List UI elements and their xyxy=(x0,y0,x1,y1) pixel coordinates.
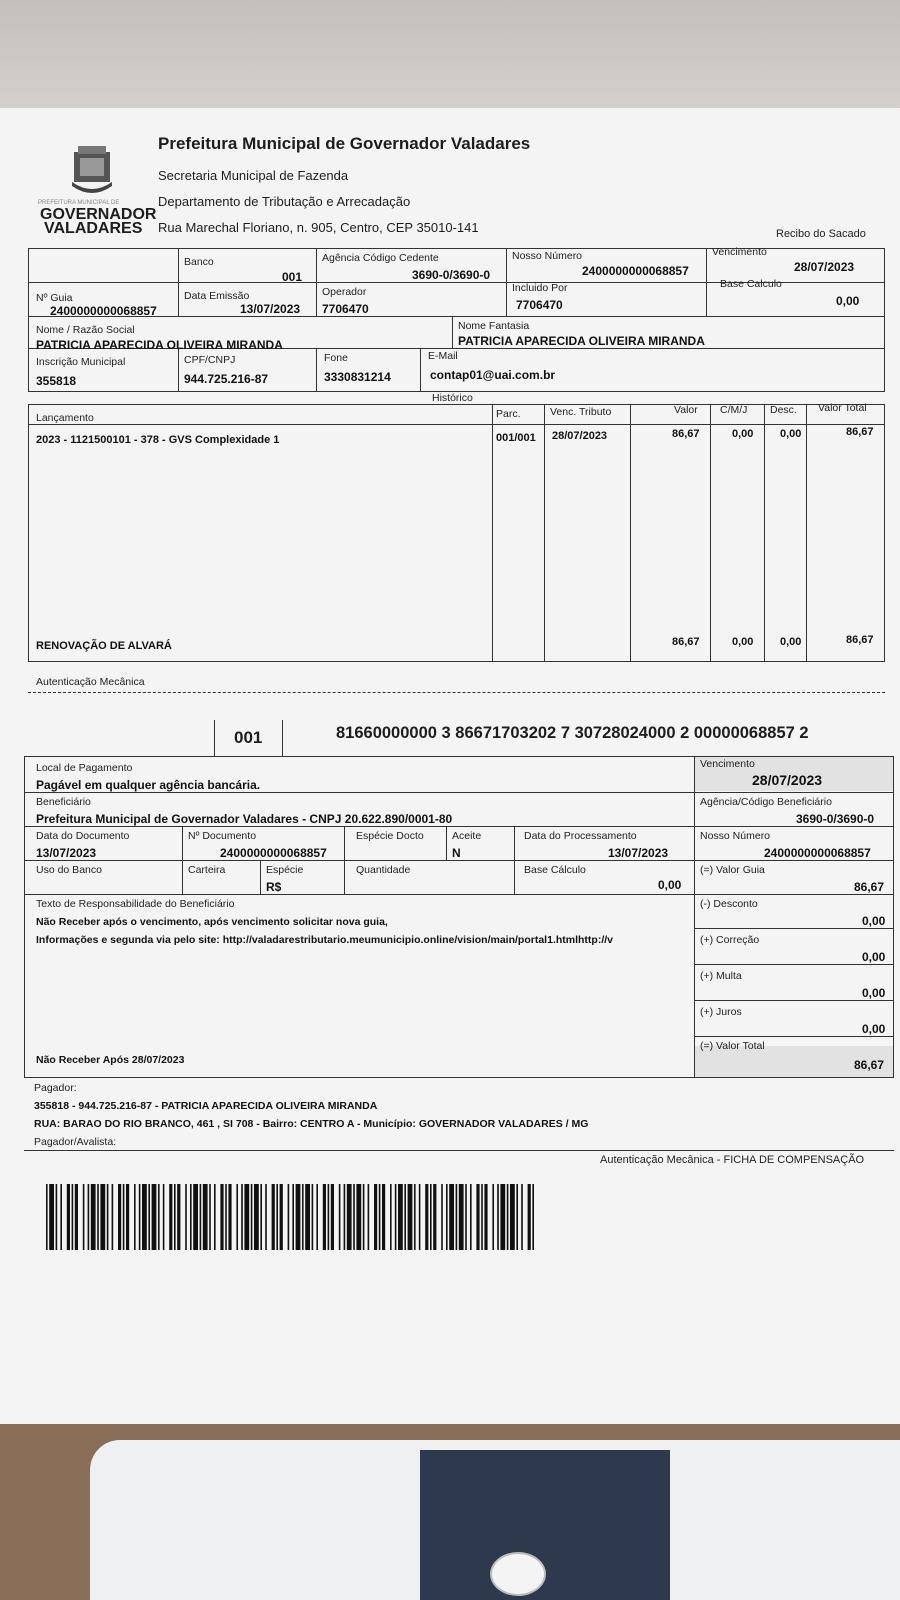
fone-label: Fone xyxy=(324,352,348,364)
local-value: Pagável em qualquer agência bancária. xyxy=(36,778,261,792)
num-doc-value: 2400000000068857 xyxy=(220,846,327,860)
background-top xyxy=(0,0,900,110)
base-value: 0,00 xyxy=(836,294,860,308)
guia-label: Nº Guia xyxy=(36,292,73,304)
col-cmj: C/M/J xyxy=(720,404,748,416)
valor-guia-value: 86,67 xyxy=(854,880,885,894)
slip-agencia-label: Agência/Código Beneficiário xyxy=(700,796,832,808)
nosso-value: 2400000000068857 xyxy=(582,264,689,278)
incluido-label: Incluido Por xyxy=(512,282,568,294)
multa-label: (+) Multa xyxy=(700,970,742,982)
inscricao-label: Inscrição Municipal xyxy=(36,356,126,368)
bank-code: 001 xyxy=(234,728,263,747)
col-desc: Desc. xyxy=(770,404,797,416)
texto-label: Texto de Responsabilidade do Beneficiário xyxy=(36,898,235,910)
email-label: E-Mail xyxy=(428,350,458,362)
pagador-line1: 355818 - 944.725.216-87 - PATRICIA APARECIDA OLIVEIRA MIRANDA xyxy=(34,1100,378,1112)
row-parc: 001/001 xyxy=(496,432,536,444)
pagador-line2: RUA: BARAO DO RIO BRANCO, 461 , SI 708 - Bairro: CENTRO A - Município: GOVERNADOR VALADARES / MG xyxy=(34,1118,589,1130)
total-label: (=) Valor Total xyxy=(700,1040,765,1052)
pagador-label: Pagador: xyxy=(34,1082,77,1094)
correcao-label: (+) Correção xyxy=(700,934,760,946)
col-valor: Valor xyxy=(674,404,698,416)
nosso-label: Nosso Número xyxy=(512,250,583,262)
incluido-value: 7706470 xyxy=(516,298,563,312)
row-valor: 86,67 xyxy=(672,428,700,440)
total-value: 86,67 xyxy=(854,1058,885,1072)
row-lancamento: 2023 - 1121500101 - 378 - GVS Complexidade 1 xyxy=(36,434,280,446)
benef-label: Beneficiário xyxy=(36,796,91,808)
row-cmj: 0,00 xyxy=(732,428,754,440)
logo-small-text: PREFEITURA MUNICIPAL DE xyxy=(38,200,120,206)
especie-label: Espécie xyxy=(266,864,304,876)
juros-label: (+) Juros xyxy=(700,1006,742,1018)
especie-doc-label: Espécie Docto xyxy=(356,830,424,842)
col-lancamento: Lançamento xyxy=(36,412,94,424)
banco-label: Banco xyxy=(184,256,214,268)
banco-value: 001 xyxy=(282,270,303,284)
multa-value: 0,00 xyxy=(862,986,886,1000)
operador-value: 7706470 xyxy=(322,302,369,316)
barcode xyxy=(46,1184,536,1250)
slip-nosso-value: 2400000000068857 xyxy=(764,846,871,860)
correcao-value: 0,00 xyxy=(862,950,886,964)
fone-value: 3330831214 xyxy=(324,370,391,384)
historico-label: Histórico xyxy=(432,392,473,404)
email-value: contap01@uai.com.br xyxy=(430,368,556,382)
quantidade-label: Quantidade xyxy=(356,864,411,876)
aceite-label: Aceite xyxy=(452,830,482,842)
total-cmj: 0,00 xyxy=(732,636,754,648)
num-doc-label: Nº Documento xyxy=(188,830,257,842)
desconto-label: (-) Desconto xyxy=(700,898,758,910)
venc-label: Vencimento xyxy=(712,246,767,258)
total-valor-total: 86,67 xyxy=(846,634,874,646)
especie-value: R$ xyxy=(266,880,282,894)
table-footer-label: RENOVAÇÃO DE ALVARÁ xyxy=(36,640,172,652)
slip-agencia-value: 3690-0/3690-0 xyxy=(796,812,875,826)
receipt-label: Recibo do Sacado xyxy=(776,228,866,240)
logo-line1: GOVERNADOR xyxy=(40,206,157,223)
document-paper xyxy=(0,108,900,1424)
nome-label: Nome / Razão Social xyxy=(36,324,135,336)
col-venc: Venc. Tributo xyxy=(550,406,612,418)
slip-venc-value: 28/07/2023 xyxy=(752,772,823,788)
slip-venc-label: Vencimento xyxy=(700,758,755,770)
avalista-label: Pagador/Avalista: xyxy=(34,1136,117,1148)
total-valor: 86,67 xyxy=(672,636,700,648)
cpf-value: 944.725.216-87 xyxy=(184,372,269,386)
row-venc: 28/07/2023 xyxy=(552,430,608,442)
header-line2: Departamento de Tributação e Arrecadação xyxy=(158,194,411,209)
total-desc: 0,00 xyxy=(780,636,802,648)
valor-guia-label: (=) Valor Guia xyxy=(700,864,765,876)
agencia-value: 3690-0/3690-0 xyxy=(412,268,491,282)
slip-base-value: 0,00 xyxy=(658,878,682,892)
page-title: Prefeitura Municipal de Governador Valadares xyxy=(158,134,531,153)
row-valor-total: 86,67 xyxy=(846,426,874,438)
digitable-line: 81660000000 3 86671703202 7 30728024000 2 00000068857 2 xyxy=(336,724,809,742)
data-doc-label: Data do Documento xyxy=(36,830,130,842)
agencia-label: Agência Código Cedente xyxy=(322,252,439,264)
slip-nosso-label: Nosso Número xyxy=(700,830,771,842)
uso-label: Uso do Banco xyxy=(36,864,102,876)
col-parc: Parc. xyxy=(496,408,521,420)
carteira-label: Carteira xyxy=(188,864,226,876)
nome-value: PATRICIA APARECIDA OLIVEIRA MIRANDA xyxy=(36,338,283,352)
fantasia-label: Nome Fantasia xyxy=(458,320,530,332)
juros-value: 0,00 xyxy=(862,1022,886,1036)
header-line1: Secretaria Municipal de Fazenda xyxy=(158,168,349,183)
emissao-label: Data Emissão xyxy=(184,290,250,302)
local-label: Local de Pagamento xyxy=(36,762,133,774)
aceite-value: N xyxy=(452,846,461,860)
inscricao-value: 355818 xyxy=(36,374,77,388)
logo-line2: VALADARES xyxy=(44,220,143,237)
venc-value: 28/07/2023 xyxy=(794,260,855,274)
desconto-value: 0,00 xyxy=(862,914,886,928)
texto-line2: Informações e segunda via pelo site: http://valadarestributario.meumunicipio.online/vision/main/portal1.htmlhttp://v xyxy=(36,934,614,946)
col-valor-total: Valor Total xyxy=(818,402,867,414)
nao-receber-text: Não Receber Após 28/07/2023 xyxy=(36,1054,185,1066)
cpf-label: CPF/CNPJ xyxy=(184,354,236,366)
guia-value: 2400000000068857 xyxy=(50,304,157,318)
data-proc-label: Data do Processamento xyxy=(524,830,637,842)
city-crest-icon xyxy=(68,144,116,196)
data-doc-value: 13/07/2023 xyxy=(36,846,97,860)
slip-base-label: Base Cálculo xyxy=(524,864,586,876)
benef-value: Prefeitura Municipal de Governador Valadares - CNPJ 20.622.890/0001-80 xyxy=(36,812,453,826)
fantasia-value: PATRICIA APARECIDA OLIVEIRA MIRANDA xyxy=(458,334,705,348)
operador-label: Operador xyxy=(322,286,367,298)
data-proc-value: 13/07/2023 xyxy=(608,846,669,860)
emissao-value: 13/07/2023 xyxy=(240,302,301,316)
auth-ficha-label: Autenticação Mecânica - FICHA DE COMPENSAÇÃO xyxy=(600,1154,865,1166)
texto-line1: Não Receber após o vencimento, após vencimento solicitar nova guia, xyxy=(36,916,388,928)
shirt-button xyxy=(490,1552,546,1596)
auth-label: Autenticação Mecânica xyxy=(36,676,145,688)
header-line3: Rua Marechal Floriano, n. 905, Centro, CEP 35010-141 xyxy=(158,220,479,235)
base-label: Base Calculo xyxy=(720,278,782,290)
row-desc: 0,00 xyxy=(780,428,802,440)
